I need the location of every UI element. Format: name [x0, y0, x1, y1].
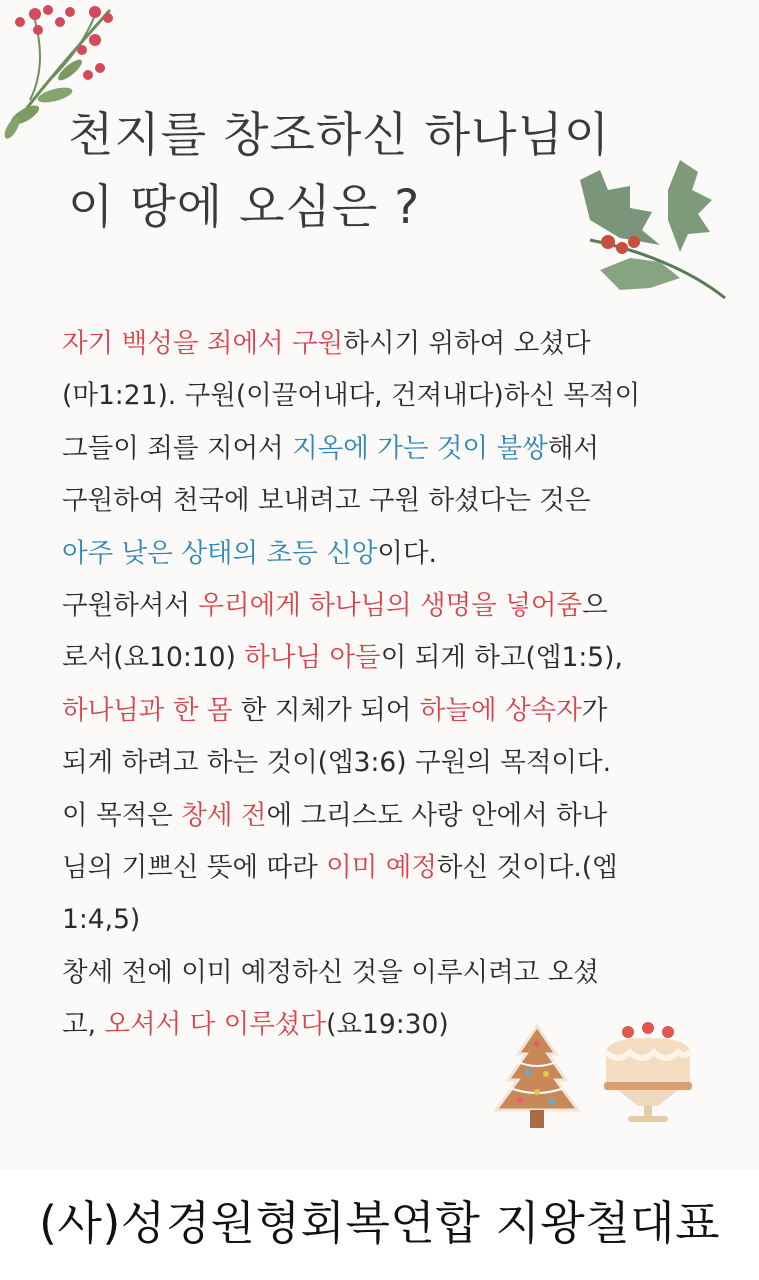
highlight-red: 이미 예정	[326, 851, 437, 883]
text-line	[62, 528, 722, 580]
text-span: 하시기 위하여 오셨다	[343, 328, 591, 359]
highlight-blue: 아주 낮은 상태의 초등 신앙	[62, 537, 378, 569]
highlight-red: 하나님 아들	[244, 642, 381, 674]
text-line: 되게 하려고 하는 것이(엡3:6) 구원의 목적이다.	[62, 747, 612, 779]
highlight-red: 하나님과 한 몸	[62, 694, 233, 726]
text-span: 한 지체가 되어	[232, 694, 420, 726]
highlight-red: 창세 전	[181, 799, 267, 831]
title-line-1: 천지를 창조하신 하나님이	[68, 108, 611, 163]
text-span: 에 그리스도 사랑 안에서 하나	[266, 799, 608, 831]
gingerbread-tree-icon	[490, 1022, 585, 1134]
text-span: 로서(요10:10)	[62, 642, 245, 674]
body-text	[62, 318, 722, 1051]
highlight-blue: 지옥에 가는 것이 불쌍	[292, 432, 548, 464]
text-line	[62, 685, 722, 737]
text-line: (마1:21). 구원(이끌어내다, 건져내다)하신 목적이	[62, 380, 641, 412]
cake-icon	[598, 1022, 698, 1126]
page-title	[68, 100, 688, 244]
highlight-red: 하늘에 상속자	[419, 694, 582, 726]
text-line	[62, 423, 722, 475]
text-span: 님의 기쁘신 뜻에 따라	[62, 851, 327, 883]
text-line	[62, 842, 722, 894]
footer-signature: (사)성경원형회복연합 지왕철대표	[38, 1196, 721, 1250]
text-line: 1:4,5)	[62, 904, 141, 936]
text-span: 이 목적은	[62, 799, 182, 831]
highlight-red: 자기 백성을 죄에서 구원	[62, 328, 344, 359]
text-span: (요19:30)	[326, 1009, 449, 1041]
text-span: 으	[582, 589, 608, 621]
text-span: 하신 것이다.(엡	[436, 851, 618, 883]
text-line	[62, 580, 722, 632]
text-span: 고,	[62, 1009, 105, 1041]
text-line	[62, 790, 722, 842]
text-span: 가	[581, 694, 608, 726]
highlight-red: 오셔서 다 이루셨다	[104, 1009, 327, 1041]
text-span: 그들이 죄를 지어서	[62, 432, 293, 464]
text-line	[62, 632, 722, 684]
text-span: 구원하셔서	[62, 589, 199, 621]
highlight-red: 우리에게 하나님의 생명을 넣어줌	[198, 589, 583, 621]
text-line: 창세 전에 이미 예정하신 것을 이루시려고 오셨	[62, 956, 599, 988]
title-line-2: 이 땅에 오심은 ?	[68, 180, 421, 235]
text-line	[62, 318, 722, 370]
text-span: 이다.	[377, 537, 437, 569]
text-span: 이 되게 하고(엡1:5),	[380, 642, 623, 674]
text-span: 해서	[547, 432, 599, 464]
text-line: 구원하여 천국에 보내려고 구원 하셨다는 것은	[62, 485, 591, 517]
